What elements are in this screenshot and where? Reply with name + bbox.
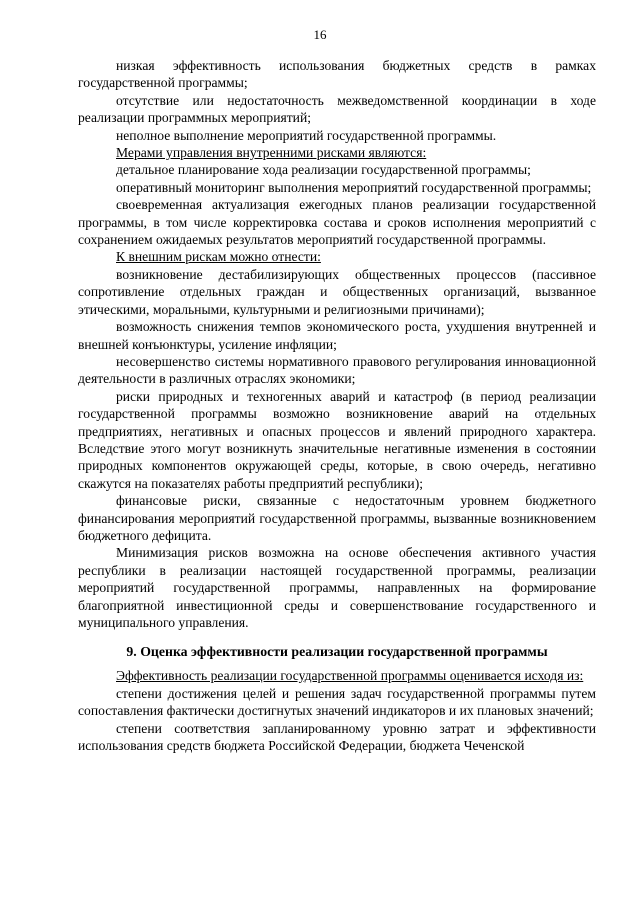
paragraph-text: возникновение дестабилизирующих общественных процессов (пассивное сопротивление отдельных граждан и общественных организаций, вызванное этическими, моральными, культурными и религиозными причинами); — [78, 266, 596, 317]
body-paragraph — [78, 161, 596, 178]
paragraph-text: степени соответствия запланированному уровню затрат и эффективности использования средств бюджета Российской Федерации, бюджета Чеченской — [78, 720, 596, 754]
underlined-lead-paragraph — [78, 667, 596, 684]
paragraph-text: отсутствие или недостаточность межведомственной координации в ходе реализации программных мероприятий; — [78, 92, 596, 126]
paragraph-text: низкая эффективность использования бюджетных средств в рамках государственной программы; — [78, 58, 596, 91]
body-paragraph — [78, 127, 596, 144]
page-number: 16 — [313, 27, 327, 42]
paragraph-text: несовершенство системы нормативного правового регулирования инновационной деятельности в различных отраслях экономики; — [78, 353, 596, 387]
body-paragraph — [78, 353, 596, 388]
paragraph-text: Эффективность реализации государственной программы оценивается исходя из: — [116, 668, 584, 684]
paragraph-text: Минимизация рисков возможна на основе обеспечения активного участия республики в реализации настоящей государственной программы, реализации мероприятий государственной программы, направленных на формирование благоприятной инвестиционной среды и совершенствование государственного и муниципального управления. — [78, 545, 596, 630]
paragraph-text: риски природных и техногенных аварий и катастроф (в период реализации государственной программы возможно возникновение аварий на отдельных предприятиях, негативных и опасных процессов и явлений природного характера. Вследствие этого могут возникнуть значительные негативные изменения в состоянии природных компонентов окружающей среды, которые, в свою очередь, негативно скажутся на показателях работы предприятий республики); — [78, 388, 596, 491]
bottom-paragraphs — [78, 667, 596, 754]
body-paragraph — [78, 720, 596, 755]
body-paragraph — [78, 318, 596, 353]
paragraph-text: оперативный мониторинг выполнения мероприятий государственной программы; — [116, 179, 592, 195]
underlined-lead-paragraph — [78, 248, 596, 265]
paragraph-text: степени достижения целей и решения задач государственной программы путем сопоставления фактически достигнутых значений индикаторов и их плановых значений; — [78, 685, 596, 719]
body-paragraph — [78, 92, 596, 127]
paragraph-text: финансовые риски, связанные с недостаточным уровнем бюджетного финансирования мероприятий государственной программы, вызванные возникновением бюджетного дефицита. — [78, 493, 596, 543]
paragraph-text: К внешним рискам можно отнести: — [116, 249, 321, 265]
body-paragraph — [78, 266, 596, 318]
paragraph-text: Мерами управления внутренними рисками являются: — [116, 145, 427, 161]
top-paragraphs — [78, 57, 596, 631]
paragraph-text: детальное планирование хода реализации государственной программы; — [116, 162, 531, 178]
underlined-lead-paragraph — [78, 144, 596, 161]
body-paragraph — [78, 685, 596, 720]
body-paragraph — [78, 388, 596, 492]
section-heading: 9. Оценка эффективности реализации государственной программы — [126, 644, 548, 660]
body-paragraph — [78, 179, 596, 196]
body-paragraph — [78, 196, 596, 248]
paragraph-text: неполное выполнение мероприятий государственной программы. — [116, 127, 497, 143]
paragraph-text: своевременная актуализация ежегодных планов реализации государственной программы, в том числе корректировка состава и сроков исполнения мероприятий с сохранением ожидаемых результатов мероприятий государственной программы. — [78, 197, 596, 248]
body-paragraph — [78, 544, 596, 631]
body-paragraph — [78, 492, 596, 544]
document-body — [78, 57, 596, 754]
body-paragraph — [78, 57, 596, 92]
paragraph-text: возможность снижения темпов экономического роста, ухудшения внутренней и внешней конъюнктуры, усиление инфляции; — [78, 319, 596, 352]
